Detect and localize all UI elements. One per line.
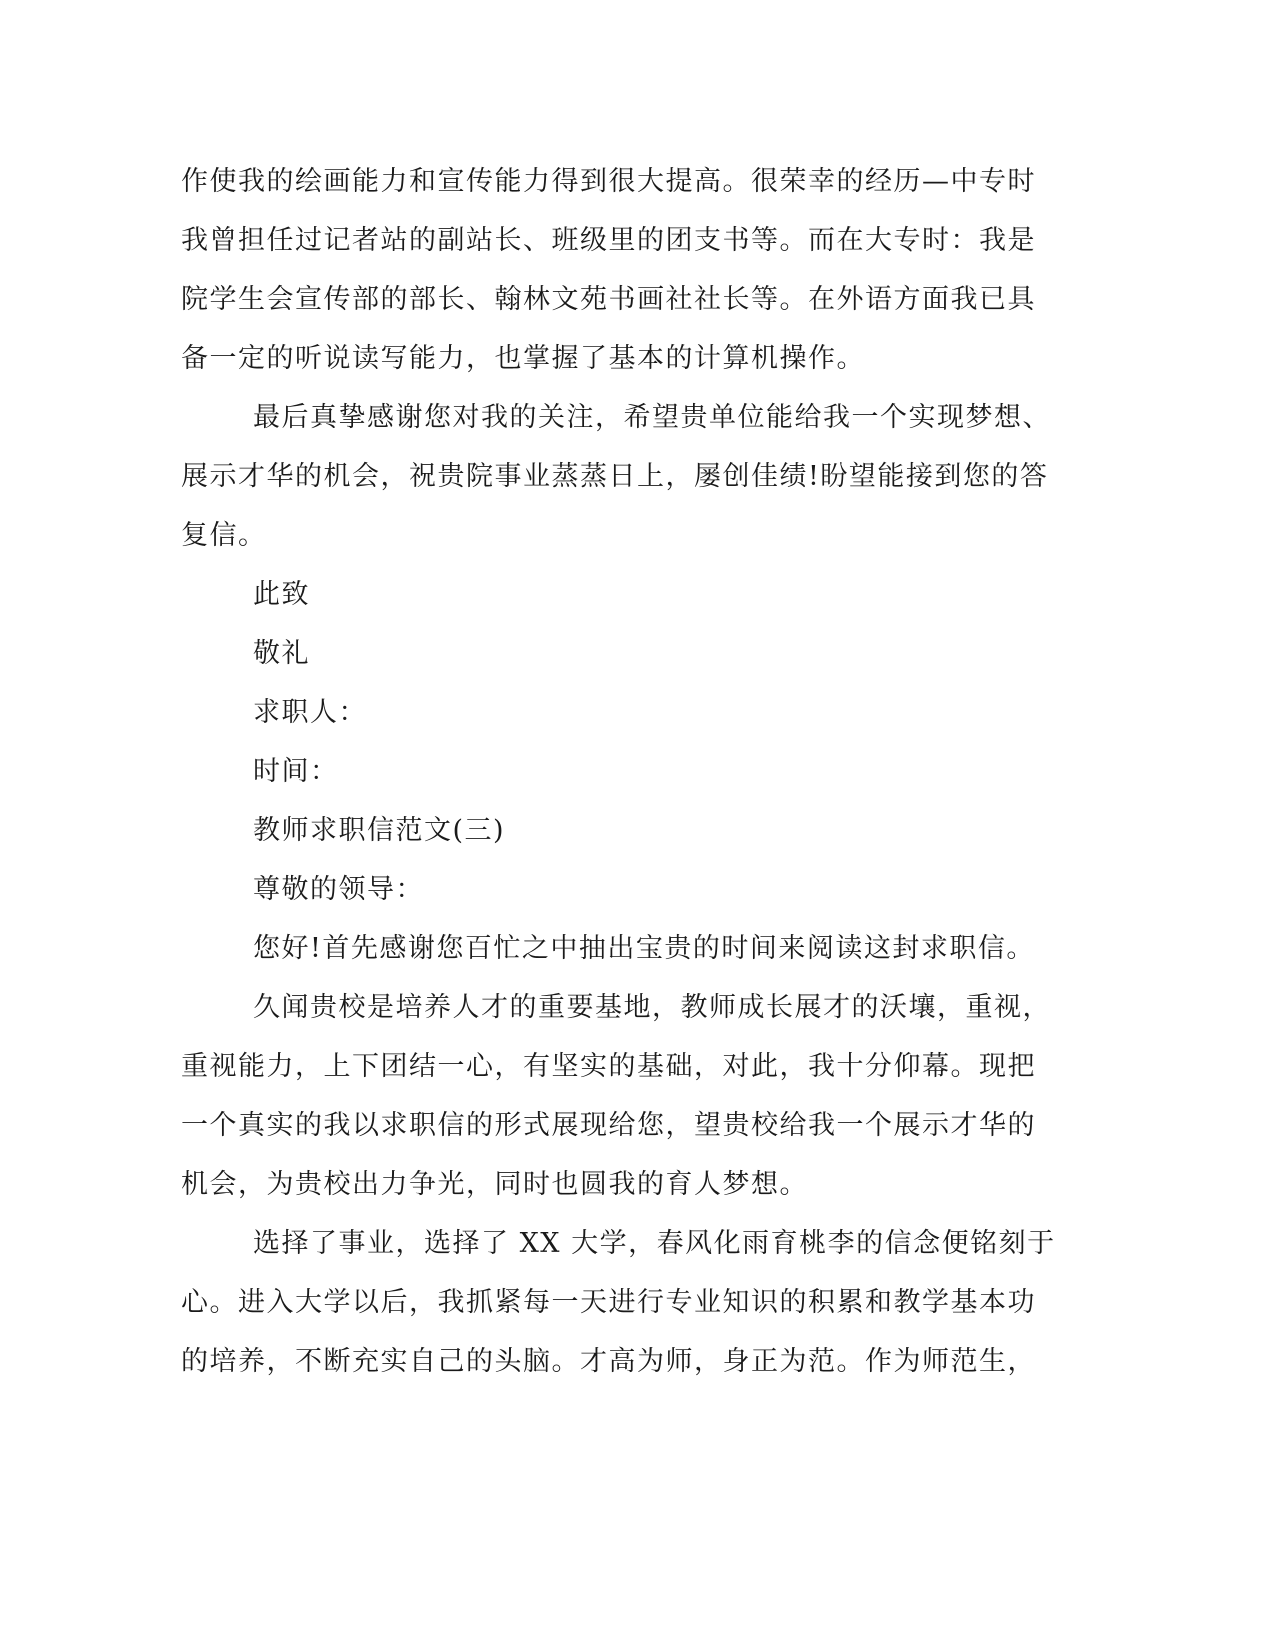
text-line: 久闻贵校是培养人才的重要基地，教师成长展才的沃壤，重视，: [253, 992, 1051, 1023]
text-line: 重视能力，上下团结一心，有坚实的基础，对此，我十分仰幕。现把: [181, 1051, 1036, 1082]
letter-greeting: 尊敬的领导：: [253, 874, 424, 905]
text-line: 的培养，不断充实自己的头脑。才高为师，身正为范。作为师范生，: [181, 1346, 1036, 1377]
text-line: 展示才华的机会，祝贵院事业蒸蒸日上，屡创佳绩!盼望能接到您的答: [181, 461, 1049, 492]
text-line: 复信。: [181, 520, 267, 551]
text-line: 我曾担任过记者站的副站长、班级里的团支书等。而在大专时：我是: [181, 225, 1036, 256]
applicant-label: 求职人：: [253, 697, 367, 728]
closing-regards: 敬礼: [253, 638, 310, 669]
date-label: 时间：: [253, 756, 339, 787]
document-body: [181, 158, 1056, 1397]
text-line: 备一定的听说读写能力，也掌握了基本的计算机操作。: [181, 343, 865, 374]
section-heading: 教师求职信范文(三): [253, 815, 506, 846]
text-line: 心。进入大学以后，我抓紧每一天进行专业知识的积累和教学基本功: [181, 1287, 1036, 1318]
text-line: 一个真实的我以求职信的形式展现给您，望贵校给我一个展示才华的: [181, 1110, 1036, 1141]
text-line: 您好!首先感谢您百忙之中抽出宝贵的时间来阅读这封求职信。: [253, 933, 1035, 964]
text-line: 选择了事业，选择了 XX 大学，春风化雨育桃李的信念便铭刻于: [253, 1228, 1056, 1259]
text-line: 最后真挚感谢您对我的关注，希望贵单位能给我一个实现梦想、: [253, 402, 1051, 433]
text-line: 机会，为贵校出力争光，同时也圆我的育人梦想。: [181, 1169, 808, 1200]
text-line: 作使我的绘画能力和宣传能力得到很大提高。很荣幸的经历—中专时: [181, 166, 1036, 197]
text-line: 院学生会宣传部的部长、翰林文苑书画社社长等。在外语方面我已具: [181, 284, 1036, 315]
closing-salutation: 此致: [253, 579, 310, 610]
